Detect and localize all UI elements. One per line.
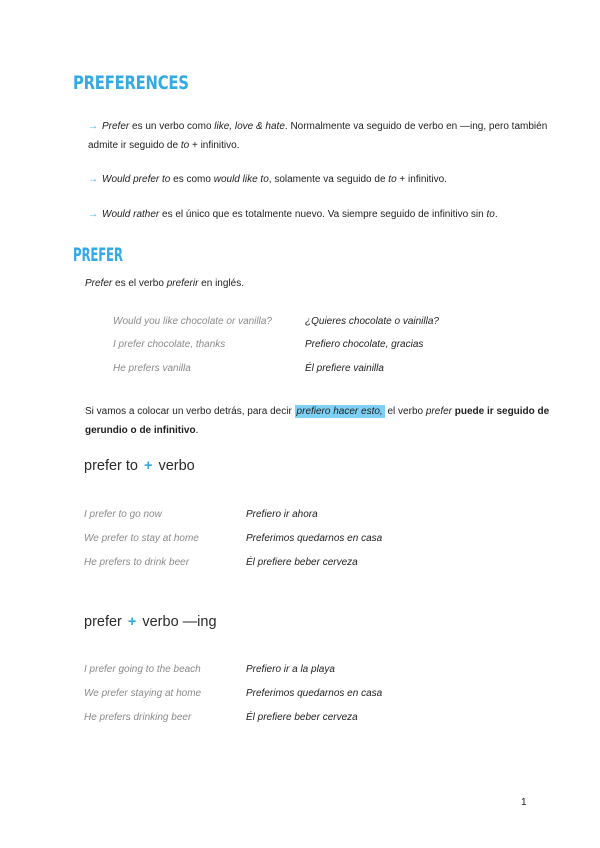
to-word: to	[180, 140, 190, 151]
example-verbs: would like to	[213, 174, 269, 185]
formula-right: verbo	[158, 458, 195, 474]
example-english: I prefer chocolate, thanks	[113, 339, 226, 350]
text: + infinitivo.	[396, 174, 447, 185]
text: es un verbo como	[129, 121, 215, 132]
formula-prefer-verb-ing	[84, 614, 217, 630]
text: .	[494, 209, 498, 220]
arrow-right-icon: →	[88, 121, 98, 132]
example-spanish: Prefiero ir a la playa	[246, 664, 335, 675]
formula-left: prefer	[84, 614, 122, 630]
text: en inglés.	[198, 278, 244, 289]
example-spanish: Él prefiere vainilla	[305, 363, 384, 374]
bullet-would-rather	[88, 205, 558, 224]
example-english: He prefers vanilla	[113, 363, 191, 374]
arrow-right-icon: →	[88, 209, 98, 220]
bullet-prefer-description	[88, 117, 558, 155]
text: . Normalmente va seguido de verbo en —ing, pero también admite ir seguido de	[88, 121, 548, 151]
example-english: We prefer to stay at home	[84, 533, 199, 544]
explanation-paragraph	[85, 402, 555, 440]
bold-text: puede ir seguido de gerundio o de infinitivo	[85, 406, 550, 436]
example-english: I prefer to go now	[84, 509, 162, 520]
example-spanish: Preferimos quedarnos en casa	[246, 688, 383, 699]
arrow-right-icon: →	[88, 174, 98, 185]
formula-right: verbo —ing	[142, 614, 217, 630]
formula-prefer-to-verb	[84, 458, 195, 474]
highlighted-phrase: prefiero hacer esto,	[296, 406, 383, 417]
example-english: He prefers to drink beer	[84, 557, 190, 568]
example-spanish: Prefiero ir ahora	[246, 509, 318, 520]
example-spanish: Prefiero chocolate, gracias	[305, 339, 424, 350]
example-spanish: Él prefiere beber cerveza	[246, 557, 358, 568]
example-english: We prefer staying at home	[84, 688, 202, 699]
text: es el verbo	[112, 278, 167, 289]
term: Would rather	[102, 209, 160, 220]
term: Would prefer to	[102, 174, 171, 185]
text: + infinitivo.	[189, 140, 240, 151]
text: , solamente va seguido de	[268, 174, 389, 185]
example-english: Would you like chocolate or vanilla?	[113, 316, 272, 327]
to-word: to	[486, 209, 495, 220]
text: Si vamos a colocar un verbo detrás, para decir	[85, 406, 295, 417]
plus-icon: +	[144, 458, 153, 474]
text: el verbo	[384, 406, 426, 417]
example-spanish: Él prefiere beber cerveza	[246, 712, 358, 723]
page-number: 1	[521, 797, 527, 808]
example-spanish: ¿Quieres chocolate o vainilla?	[305, 316, 439, 327]
intro-line	[85, 278, 244, 289]
term: prefer	[425, 406, 452, 417]
example-verbs: like, love & hate	[214, 121, 285, 132]
text: .	[195, 425, 199, 436]
section-title: PREFER	[73, 244, 123, 266]
example-spanish: Preferimos quedarnos en casa	[246, 533, 383, 544]
spanish-word: preferir	[166, 278, 199, 289]
term: Prefer	[85, 278, 113, 289]
plus-icon: +	[127, 614, 137, 630]
text: es el único que es totalmente nuevo. Va siempre seguido de infinitivo sin	[159, 209, 487, 220]
to-word: to	[388, 174, 397, 185]
example-english: He prefers drinking beer	[84, 712, 192, 723]
page-title: PREFERENCES	[73, 72, 189, 94]
term: Prefer	[102, 121, 130, 132]
formula-left: prefer to	[84, 458, 138, 474]
bullet-would-prefer-to	[88, 170, 558, 189]
text: es como	[170, 174, 214, 185]
example-english: I prefer going to the beach	[84, 664, 201, 675]
